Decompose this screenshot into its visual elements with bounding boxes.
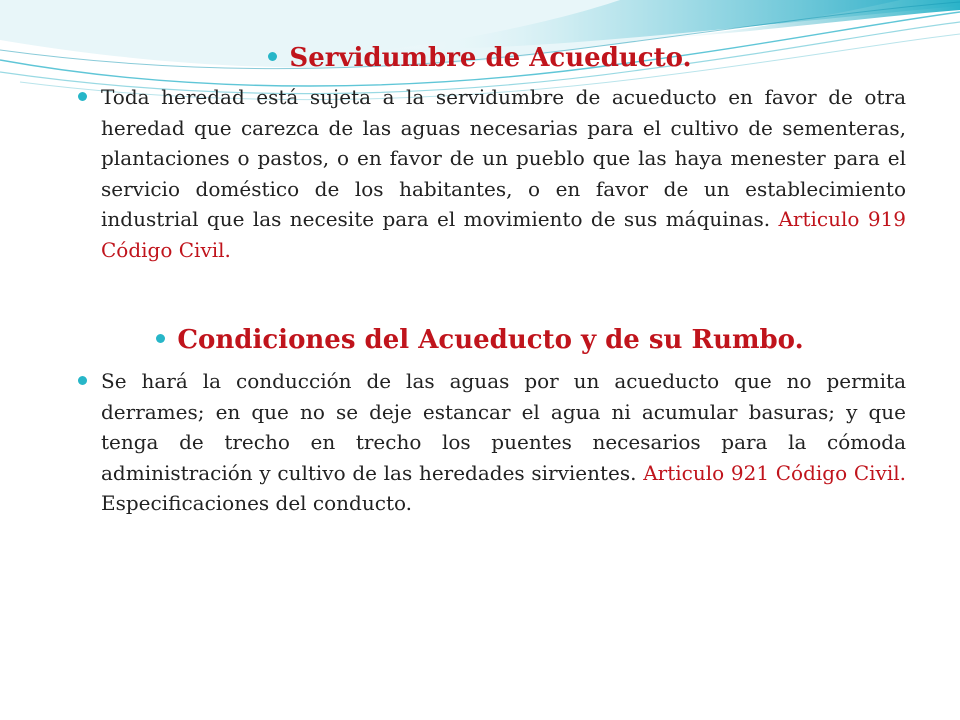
heading-text: Servidumbre de Acueducto. <box>289 43 692 73</box>
heading-text: Condiciones del Acueducto y de su Rumbo. <box>177 325 804 355</box>
section-heading-servidumbre <box>0 41 960 75</box>
section-heading-condiciones <box>0 323 960 357</box>
citation-text: Articulo 919 Código Civil. <box>101 207 906 262</box>
section-paragraph-condiciones <box>101 366 906 519</box>
heading-bullet-icon <box>268 52 277 61</box>
section-paragraph-servidumbre <box>101 82 906 265</box>
citation-text: Articulo 921 Código Civil. <box>643 460 906 485</box>
paragraph-bullet-icon <box>78 92 87 101</box>
paragraph-text: Toda heredad está sujeta a la servidumbre de acueducto en favor de otra heredad que carezca de las aguas necesarias para el cultivo de sementeras, plantaciones o pastos, o en favor de un pueblo que las haya menester para el servicio doméstico de los habitantes, o en favor de un establecimiento industrial que las necesite para el movimiento de sus máquinas. <box>101 85 906 231</box>
paragraph-bullet-icon <box>78 376 87 385</box>
heading-bullet-icon <box>156 334 165 343</box>
paragraph-text: Se hará la conducción de las aguas por un acueducto que no permita derrames; en que no se deje estancar el agua ni acumular basuras; y que tenga de trecho en trecho los puentes necesarios para la cómoda administración y cultivo de las heredades sirvientes. <box>101 369 906 485</box>
trailing-text: Especificaciones del conducto. <box>101 491 413 515</box>
